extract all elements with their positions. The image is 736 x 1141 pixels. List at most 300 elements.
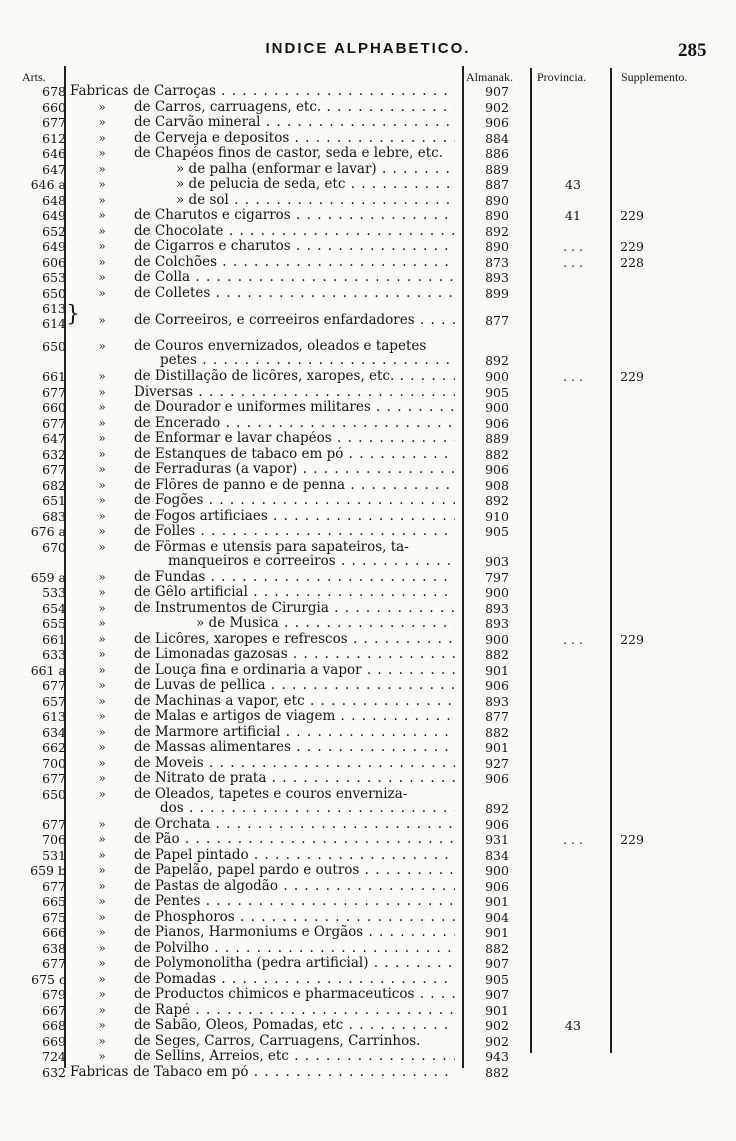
page-title: INDICE ALPHABETICO. — [265, 40, 471, 57]
provincia-page: . . . — [563, 254, 583, 270]
table-row — [0, 663, 736, 679]
almanak-page: 902 — [485, 1033, 509, 1049]
almanak-page: 890 — [485, 208, 509, 223]
supplemento-page: 229 — [620, 208, 644, 223]
ditto-mark: » — [98, 313, 106, 327]
provincia-page: . . . — [563, 832, 583, 847]
entry-description: de Polvilho . . . — [134, 941, 455, 957]
entry-description: de Machinas a vapor, etc . . . — [134, 694, 455, 710]
table-row — [0, 863, 736, 879]
entry-description: de Licôres, xaropes e refrescos . . . — [134, 632, 455, 648]
ditto-mark: » — [98, 709, 106, 723]
entry-description: de Nitrato de prata . . . — [134, 771, 455, 787]
entry-description: de Oleados, tapetes e couros enverniza- — [134, 786, 408, 802]
article-number: 647 — [42, 431, 66, 446]
col-head-arts: Arts. — [22, 70, 46, 84]
ditto-mark: » — [98, 847, 106, 862]
table-row — [0, 910, 736, 926]
entry-description: de Correeiros, e correeiros enfardadores . . . — [134, 313, 455, 329]
article-number: 650 — [42, 285, 66, 301]
entry-description: de Papelão, papel pardo e outros . . . — [134, 863, 455, 879]
ditto-mark: » — [98, 569, 106, 584]
ditto-mark: » — [98, 647, 106, 661]
table-row — [0, 385, 736, 401]
table-row — [0, 239, 736, 255]
almanak-page: 907 — [485, 956, 509, 971]
table-row — [0, 832, 736, 848]
table-row — [0, 524, 736, 540]
article-number: 677 — [42, 462, 66, 477]
ditto-mark: » — [98, 832, 106, 846]
article-number: 667 — [42, 1002, 66, 1018]
table-row — [0, 416, 736, 432]
ditto-mark: » — [98, 1002, 106, 1017]
almanak-page: 903 — [485, 553, 509, 569]
entry-description: de Colletes . . . — [134, 286, 455, 302]
almanak-page: 900 — [485, 400, 509, 415]
table-row — [0, 925, 736, 941]
ditto-mark: » — [98, 863, 106, 877]
ditto-mark: » — [98, 894, 106, 908]
table-row — [0, 162, 736, 178]
entry-description: de Tabaco em pó . . . — [133, 1065, 455, 1081]
almanak-page: 834 — [485, 847, 509, 863]
table-row — [0, 255, 736, 271]
almanak-page: 901 — [485, 1002, 509, 1018]
ditto-mark: » — [98, 99, 106, 114]
ditto-mark: » — [98, 585, 106, 599]
ditto-mark: » — [98, 755, 106, 770]
article-number: 647 — [42, 161, 66, 177]
entry-description: de Fogões . . . — [134, 493, 455, 509]
article-number: 665 — [42, 894, 66, 909]
article-number: 655 — [42, 616, 66, 631]
table-row — [0, 601, 736, 617]
ditto-mark: » — [98, 177, 106, 191]
table-row — [0, 509, 736, 525]
ditto-mark: » — [98, 462, 106, 476]
entry-description: de Couros envernizados, oleados e tapetes — [134, 339, 427, 354]
article-number: 677 — [42, 771, 66, 786]
table-row — [0, 208, 736, 224]
entry-description: de Folles . . . — [134, 524, 455, 540]
ditto-mark: » — [98, 956, 106, 970]
entry-description: de Charutos e cigarros . . . — [134, 208, 455, 224]
article-number: 700 — [42, 755, 66, 771]
entry-description: de Pastas de algodão . . . — [134, 879, 455, 895]
article-number: 652 — [42, 223, 66, 239]
table-row — [0, 301, 736, 339]
table-row — [0, 894, 736, 910]
provincia-page: 43 — [565, 177, 581, 192]
almanak-page: 873 — [485, 254, 509, 270]
almanak-page: 901 — [485, 662, 509, 678]
entry-description: de Marmore artificial . . . — [134, 725, 455, 741]
almanak-page: 906 — [485, 678, 509, 693]
table-row — [0, 84, 736, 100]
table-row — [0, 740, 736, 756]
entry-description: de Louça fina e ordinaria a vapor . . . — [134, 663, 455, 679]
entry-description: de Productos chimicos e pharmaceuticos . . . — [134, 987, 455, 1003]
entry-description: de Enformar e lavar chapéos . . . — [134, 431, 455, 447]
article-number: 531 — [42, 847, 66, 863]
ditto-mark: » — [98, 1018, 106, 1032]
article-number: 669 — [42, 1033, 66, 1049]
entry-description: de Pianos, Harmoniums e Orgãos . . . — [134, 925, 455, 941]
table-row — [0, 756, 736, 772]
entry-description: de Gêlo artificial . . . — [134, 585, 455, 601]
table-row — [0, 632, 736, 648]
article-number: 706 — [42, 832, 66, 847]
article-number: 612 — [42, 130, 66, 146]
ditto-mark: » — [98, 987, 106, 1001]
supplemento-page: 228 — [620, 254, 644, 270]
table-row — [0, 956, 736, 972]
ditto-mark: » — [98, 115, 106, 129]
ditto-mark: » — [98, 786, 106, 801]
table-row — [0, 817, 736, 833]
article-number: 657 — [42, 693, 66, 709]
entry-description: de Sellins, Arreios, etc . . . — [134, 1049, 455, 1065]
almanak-page: 882 — [485, 1064, 509, 1080]
almanak-page: 882 — [485, 446, 509, 462]
article-number: 668 — [42, 1018, 66, 1033]
entry-description: de Colchões . . . — [134, 255, 455, 271]
almanak-page: 892 — [485, 493, 509, 508]
entry-description: de Polymonolitha (pedra artificial) . . . — [134, 956, 455, 972]
article-number: 613 — [42, 301, 66, 316]
article-number: 533 — [42, 585, 66, 600]
ditto-mark: » — [98, 146, 106, 160]
almanak-page: 797 — [485, 569, 509, 585]
ditto-mark: » — [98, 524, 106, 538]
ditto-mark: » — [98, 678, 106, 692]
ditto-mark: » — [98, 724, 106, 739]
article-number: 677 — [42, 115, 66, 130]
article-number: 666 — [42, 925, 66, 940]
provincia-page: . . . — [563, 369, 583, 384]
ditto-mark: » — [98, 369, 106, 383]
table-row — [0, 270, 736, 286]
entry-description: de Fogos artificiaes . . . — [134, 509, 455, 525]
ditto-mark: » — [98, 693, 106, 708]
entry-description: de Luvas de pellica . . . — [134, 678, 455, 694]
ditto-mark: » — [98, 431, 106, 445]
table-row — [0, 709, 736, 725]
almanak-page: 893 — [485, 270, 509, 285]
article-number: 677 — [42, 956, 66, 971]
almanak-page: 943 — [485, 1049, 509, 1064]
entry-description: de Phosphoros . . . — [134, 910, 455, 926]
entry-description: de Moveis . . . — [134, 756, 455, 772]
ditto-mark: » — [98, 270, 106, 284]
almanak-page: 889 — [485, 161, 509, 177]
almanak-page: 877 — [485, 313, 509, 328]
almanak-page: 900 — [485, 585, 509, 600]
ditto-mark: » — [98, 130, 106, 145]
almanak-page: 901 — [485, 740, 509, 755]
ditto-mark: » — [98, 446, 106, 461]
article-number: 649 — [42, 208, 66, 223]
almanak-page: 906 — [485, 462, 509, 477]
entry-description-continued: dos . . . — [160, 801, 455, 817]
article-number: 675 — [42, 909, 66, 925]
entry-description: de Carvão mineral . . . — [134, 115, 455, 131]
ditto-mark: » — [98, 285, 106, 300]
ditto-mark: » — [98, 600, 106, 615]
table-row — [0, 1065, 736, 1081]
article-number: 632 — [42, 1064, 66, 1080]
table-row — [0, 431, 736, 447]
almanak-page: 892 — [485, 353, 509, 368]
article-number: 650 — [42, 786, 66, 802]
col-head-provincia: Provincia. — [537, 70, 586, 84]
almanak-page: 889 — [485, 431, 509, 446]
article-number: 677 — [42, 816, 66, 832]
almanak-page: 905 — [485, 384, 509, 400]
article-number: 606 — [42, 254, 66, 270]
entry-description: de Pão . . . — [134, 832, 455, 848]
entry-description: de Flôres de panno e de penna . . . — [134, 478, 455, 494]
article-number: 659 b — [30, 863, 66, 878]
index-table — [0, 84, 736, 1080]
table-row — [0, 647, 736, 663]
entry-description: de Distillação de licôres, xaropes, etc. . . . — [134, 369, 455, 385]
ditto-mark: » — [98, 493, 106, 507]
table-row — [0, 339, 736, 369]
ditto-mark: » — [98, 208, 106, 222]
ditto-mark: » — [98, 631, 106, 646]
table-row — [0, 972, 736, 988]
almanak-page: 906 — [485, 415, 509, 431]
ditto-mark: » — [98, 192, 106, 207]
almanak-page: 893 — [485, 600, 509, 616]
almanak-page: 910 — [485, 508, 509, 524]
table-row — [0, 1034, 736, 1050]
ditto-mark: » — [98, 1033, 106, 1048]
ditto-mark: » — [98, 161, 106, 176]
ditto-mark: » — [98, 971, 106, 986]
ditto-mark: » — [98, 223, 106, 238]
article-number: 634 — [42, 724, 66, 740]
article-number: 646 a — [30, 177, 66, 192]
entry-description: de Cigarros e charutos . . . — [134, 239, 455, 255]
entry-description: » de palha (enformar e lavar) . . . — [176, 162, 455, 178]
ditto-mark: » — [98, 616, 106, 630]
table-row — [0, 286, 736, 302]
entry-description-continued: petes . . . — [160, 353, 455, 369]
ditto-mark: » — [98, 415, 106, 430]
article-number: 650 — [42, 339, 66, 354]
entry-description: de Carros, carruagens, etc. . . . — [134, 100, 455, 116]
ditto-mark: » — [98, 1049, 106, 1063]
ditto-mark: » — [98, 771, 106, 785]
article-number: 683 — [42, 508, 66, 524]
ditto-mark: » — [98, 539, 106, 554]
article-number: 675 c — [31, 971, 66, 987]
article-number: 678 — [42, 84, 66, 99]
table-row — [0, 146, 736, 162]
table-row — [0, 447, 736, 463]
ditto-mark: » — [98, 400, 106, 414]
almanak-page: 931 — [485, 832, 509, 847]
table-row — [0, 725, 736, 741]
ditto-mark: » — [98, 239, 106, 253]
almanak-page: 907 — [485, 987, 509, 1002]
article-number: 670 — [42, 539, 66, 555]
table-row — [0, 100, 736, 116]
entry-description: de Dourador e uniformes militares . . . — [134, 400, 455, 416]
article-number: 646 — [42, 146, 66, 161]
almanak-page: 908 — [485, 477, 509, 493]
almanak-page: 927 — [485, 755, 509, 771]
entry-description: Diversas . . . — [134, 385, 455, 401]
entry-description: » de Musica . . . — [196, 616, 455, 632]
almanak-page: 901 — [485, 894, 509, 909]
almanak-page: 902 — [485, 1018, 509, 1033]
almanak-page: 907 — [485, 84, 509, 99]
entry-description: de Instrumentos de Cirurgia . . . — [134, 601, 455, 617]
ditto-mark: » — [98, 740, 106, 754]
provincia-page: 43 — [565, 1018, 581, 1033]
article-number: 614 — [42, 316, 66, 331]
almanak-page: 906 — [485, 878, 509, 894]
col-head-supplemento: Supplemento. — [621, 70, 688, 84]
ditto-mark: » — [98, 925, 106, 939]
entry-description: » de pelucia de seda, etc . . . — [176, 177, 455, 193]
almanak-page: 900 — [485, 863, 509, 878]
entry-prefix: Fabricas — [70, 83, 129, 99]
article-number: 660 — [42, 400, 66, 415]
almanak-page: 906 — [485, 816, 509, 832]
table-row — [0, 987, 736, 1003]
entry-prefix: Fabricas — [70, 1063, 129, 1080]
almanak-page: 906 — [485, 771, 509, 786]
article-number: 677 — [42, 384, 66, 400]
article-number: 676 a — [30, 524, 66, 539]
table-row — [0, 941, 736, 957]
table-row — [0, 678, 736, 694]
supplemento-page: 229 — [620, 239, 644, 254]
supplemento-page: 229 — [620, 369, 644, 384]
provincia-page: . . . — [563, 631, 583, 647]
table-row — [0, 585, 736, 601]
article-number: 660 — [42, 99, 66, 115]
table-row — [0, 493, 736, 509]
article-number: 661 — [42, 631, 66, 647]
table-row — [0, 540, 736, 570]
provincia-page: . . . — [563, 239, 583, 254]
article-number: 662 — [42, 740, 66, 755]
supplemento-page: 229 — [620, 832, 644, 847]
almanak-page: 877 — [485, 709, 509, 724]
entry-description: de Ferraduras (a vapor) . . . — [134, 462, 455, 478]
ditto-mark: » — [98, 508, 106, 523]
ditto-mark: » — [98, 940, 106, 955]
entry-description: de Papel pintado . . . — [134, 848, 455, 864]
provincia-page: 41 — [565, 208, 581, 223]
entry-description: de Sabão, Oleos, Pomadas, etc . . . — [134, 1018, 455, 1034]
entry-description: » de sol . . . — [176, 193, 455, 209]
entry-description: de Orchata . . . — [134, 817, 455, 833]
article-number: 677 — [42, 415, 66, 431]
table-row — [0, 131, 736, 147]
article-number: 653 — [42, 270, 66, 285]
entry-description: de Massas alimentares . . . — [134, 740, 455, 756]
brace-icon: } — [66, 302, 80, 327]
table-row — [0, 224, 736, 240]
article-number: 648 — [42, 192, 66, 208]
almanak-page: 901 — [485, 925, 509, 940]
article-number: 661 — [42, 369, 66, 384]
table-row — [0, 848, 736, 864]
ditto-mark: » — [98, 477, 106, 492]
table-row — [0, 177, 736, 193]
entry-description: de Pentes . . . — [134, 894, 455, 910]
table-row — [0, 787, 736, 817]
table-row — [0, 478, 736, 494]
article-number: 638 — [42, 940, 66, 956]
ditto-mark: » — [98, 384, 106, 399]
table-row — [0, 369, 736, 385]
almanak-page: 882 — [485, 724, 509, 740]
entry-description: de Carroças . . . — [133, 84, 455, 100]
entry-description: de Seges, Carros, Carruagens, Carrinhos. — [134, 1033, 421, 1049]
almanak-page: 893 — [485, 693, 509, 709]
almanak-page: 882 — [485, 940, 509, 956]
almanak-page: 904 — [485, 909, 509, 925]
table-row — [0, 694, 736, 710]
entry-description: de Chocolate . . . — [134, 224, 455, 240]
article-number: 677 — [42, 678, 66, 693]
almanak-page: 906 — [485, 115, 509, 130]
article-number: 659 a — [30, 569, 66, 585]
table-row — [0, 771, 736, 787]
entry-description: de Encerado . . . — [134, 416, 455, 432]
article-number: 649 — [42, 239, 66, 254]
ditto-mark: » — [98, 909, 106, 924]
almanak-page: 899 — [485, 285, 509, 301]
almanak-page: 905 — [485, 524, 509, 539]
entry-description: de Chapéos finos de castor, seda e lebre, etc. — [134, 146, 444, 161]
ditto-mark: » — [98, 339, 106, 353]
almanak-page: 887 — [485, 177, 509, 192]
ditto-mark: » — [98, 254, 106, 269]
almanak-page: 893 — [485, 616, 509, 631]
entry-description: de Limonadas gazosas . . . — [134, 647, 455, 663]
almanak-page: 890 — [485, 192, 509, 208]
page-number: 285 — [678, 40, 707, 61]
entry-description-continued: manqueiros e correeiros . . . — [168, 554, 455, 570]
almanak-page: 884 — [485, 130, 509, 146]
col-head-almanak: Almanak. — [466, 70, 513, 84]
article-number: 679 — [42, 987, 66, 1002]
table-row — [0, 1049, 736, 1065]
almanak-page: 890 — [485, 239, 509, 254]
entry-description: de Estanques de tabaco em pó . . . — [134, 447, 455, 463]
table-row — [0, 462, 736, 478]
table-row — [0, 400, 736, 416]
ditto-mark: » — [98, 816, 106, 831]
table-row — [0, 570, 736, 586]
ditto-mark: » — [98, 662, 106, 677]
almanak-page: 892 — [485, 800, 509, 816]
entry-description: de Fôrmas e utensis para sapateiros, ta- — [134, 539, 409, 555]
article-number: 682 — [42, 477, 66, 493]
article-number: 724 — [42, 1049, 66, 1064]
almanak-page: 882 — [485, 647, 509, 662]
entry-description: de Malas e artigos de viagem . . . — [134, 709, 455, 725]
